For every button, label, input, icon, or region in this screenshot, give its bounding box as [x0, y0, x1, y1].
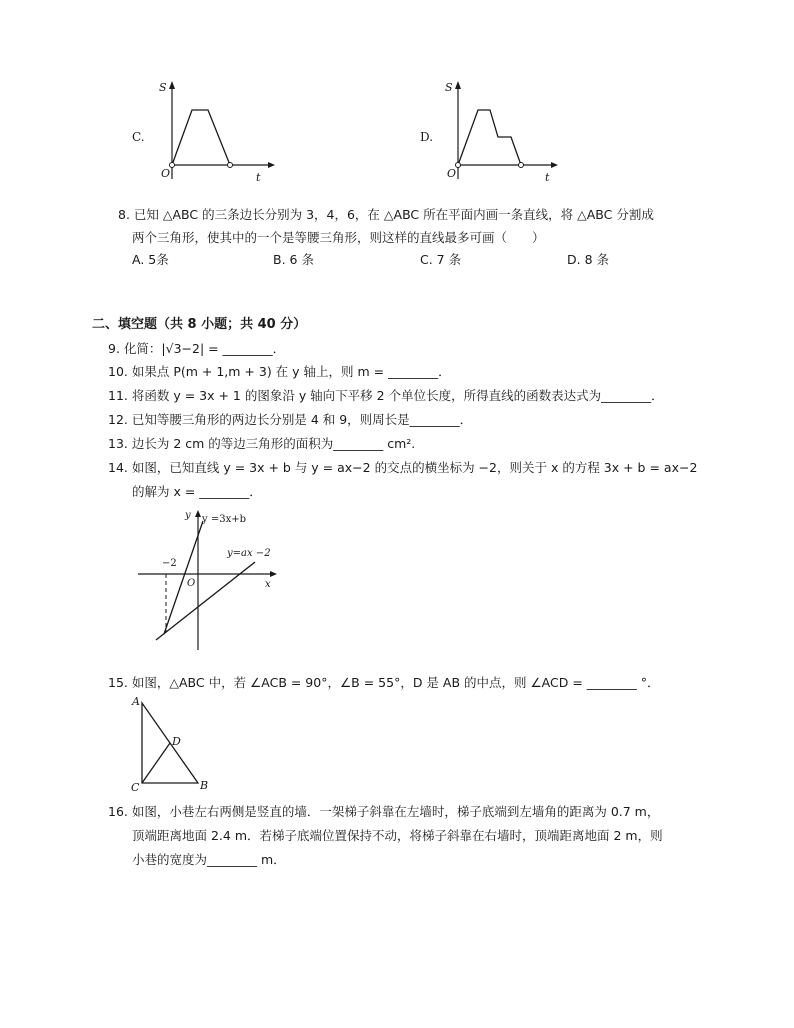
q9: 9. 化简：|√3−2| = ________． [108, 341, 286, 356]
q8-option-a: A. 5条 [132, 252, 169, 267]
section-title: 二、填空题（共 8 小题；共 40 分） [92, 317, 307, 332]
fig14-line2-label: y=ax −2 [227, 548, 271, 559]
q8-line2: 两个三角形，使其中的一个是等腰三角形，则这样的直线最多可画（ ） [132, 230, 545, 245]
fig14-x-label: x [265, 579, 271, 590]
graph-c-x-arrow [268, 162, 275, 168]
graph-d-x-label: t [545, 171, 550, 184]
fig14-origin: O [187, 578, 196, 589]
q8-option-d: D. 8 条 [567, 252, 609, 267]
fig15-label-d: D [172, 735, 181, 748]
graph-c-y-label: S [159, 81, 167, 94]
q15: 15. 如图，△ABC 中，若 ∠ACB = 90°，∠B = 55°，D 是 AB 的中点，则 ∠ACD = ________ °． [108, 675, 660, 690]
q12: 12. 已知等腰三角形的两边长分别是 4 和 9，则周长是________． [108, 412, 473, 427]
graph-d-origin: O [447, 167, 457, 180]
q13: 13. 边长为 2 cm 的等边三角形的面积为________ cm². [108, 436, 416, 451]
fig14-line1-label: y =3x+b [202, 514, 246, 525]
graph-c [130, 75, 280, 185]
fig15-label-a: A [132, 695, 140, 708]
fig14-y-label: y [185, 510, 191, 521]
q10: 10. 如果点 P(m + 1,m + 3) 在 y 轴上，则 m = ________． [108, 364, 451, 379]
graph-c-x-label: t [256, 171, 261, 184]
graph-d [418, 75, 568, 185]
q14-line1: 14. 如图，已知直线 y = 3x + b 与 y = ax−2 的交点的横坐标为 −2，则关于 x 的方程 3x + b = ax−2 [108, 460, 698, 475]
graph-c-origin: O [161, 167, 171, 180]
q16-line2: 顶端距离地面 2.4 m．若梯子底端位置保持不动，将梯子斜靠在右墙时，顶端距离地面 2 m，则 [132, 828, 663, 843]
graph-c-y-arrow [169, 81, 175, 89]
fig14-tick: −2 [162, 558, 177, 569]
graph-d-y-label: S [445, 81, 453, 94]
fig15-median [142, 743, 170, 783]
graph-c-curve [172, 110, 230, 165]
q16-line1: 16. 如图，小巷左右两侧是竖直的墙．一架梯子斜靠在左墙时，梯子底端到左墙角的距离为 0.7 m， [108, 804, 660, 819]
graph-d-label: D. [420, 130, 434, 144]
q8-option-c: C. 7 条 [420, 252, 462, 267]
q8-option-b: B. 6 条 [273, 252, 314, 267]
graph-d-x-arrow [551, 162, 558, 168]
fig14-x-arrow [270, 571, 277, 577]
q16-line3: 小巷的宽度为________ m． [132, 852, 286, 867]
graph-d-start-point [456, 163, 461, 168]
graph-c-end-point [228, 163, 233, 168]
graph-d-curve [458, 110, 521, 165]
fig14-y-arrow [195, 510, 201, 517]
graph-d-y-arrow [455, 81, 461, 89]
figure-15 [128, 693, 218, 793]
fig14-line-3x-b [164, 521, 203, 634]
q14-line2: 的解为 x = ________． [132, 484, 262, 499]
q8-line1: 8. 已知 △ABC 的三条边长分别为 3，4，6，在 △ABC 所在平面内画一条直线，将 △ABC 分割成 [118, 207, 654, 222]
fig15-label-b: B [200, 779, 209, 792]
graph-d-end-point [519, 163, 524, 168]
fig15-label-c: C [131, 781, 140, 793]
figure-14 [130, 505, 280, 655]
graph-c-label: C. [132, 130, 145, 144]
q11: 11. 将函数 y = 3x + 1 的图象沿 y 轴向下平移 2 个单位长度，所得直线的函数表达式为________． [108, 388, 664, 403]
graph-c-start-point [170, 163, 175, 168]
